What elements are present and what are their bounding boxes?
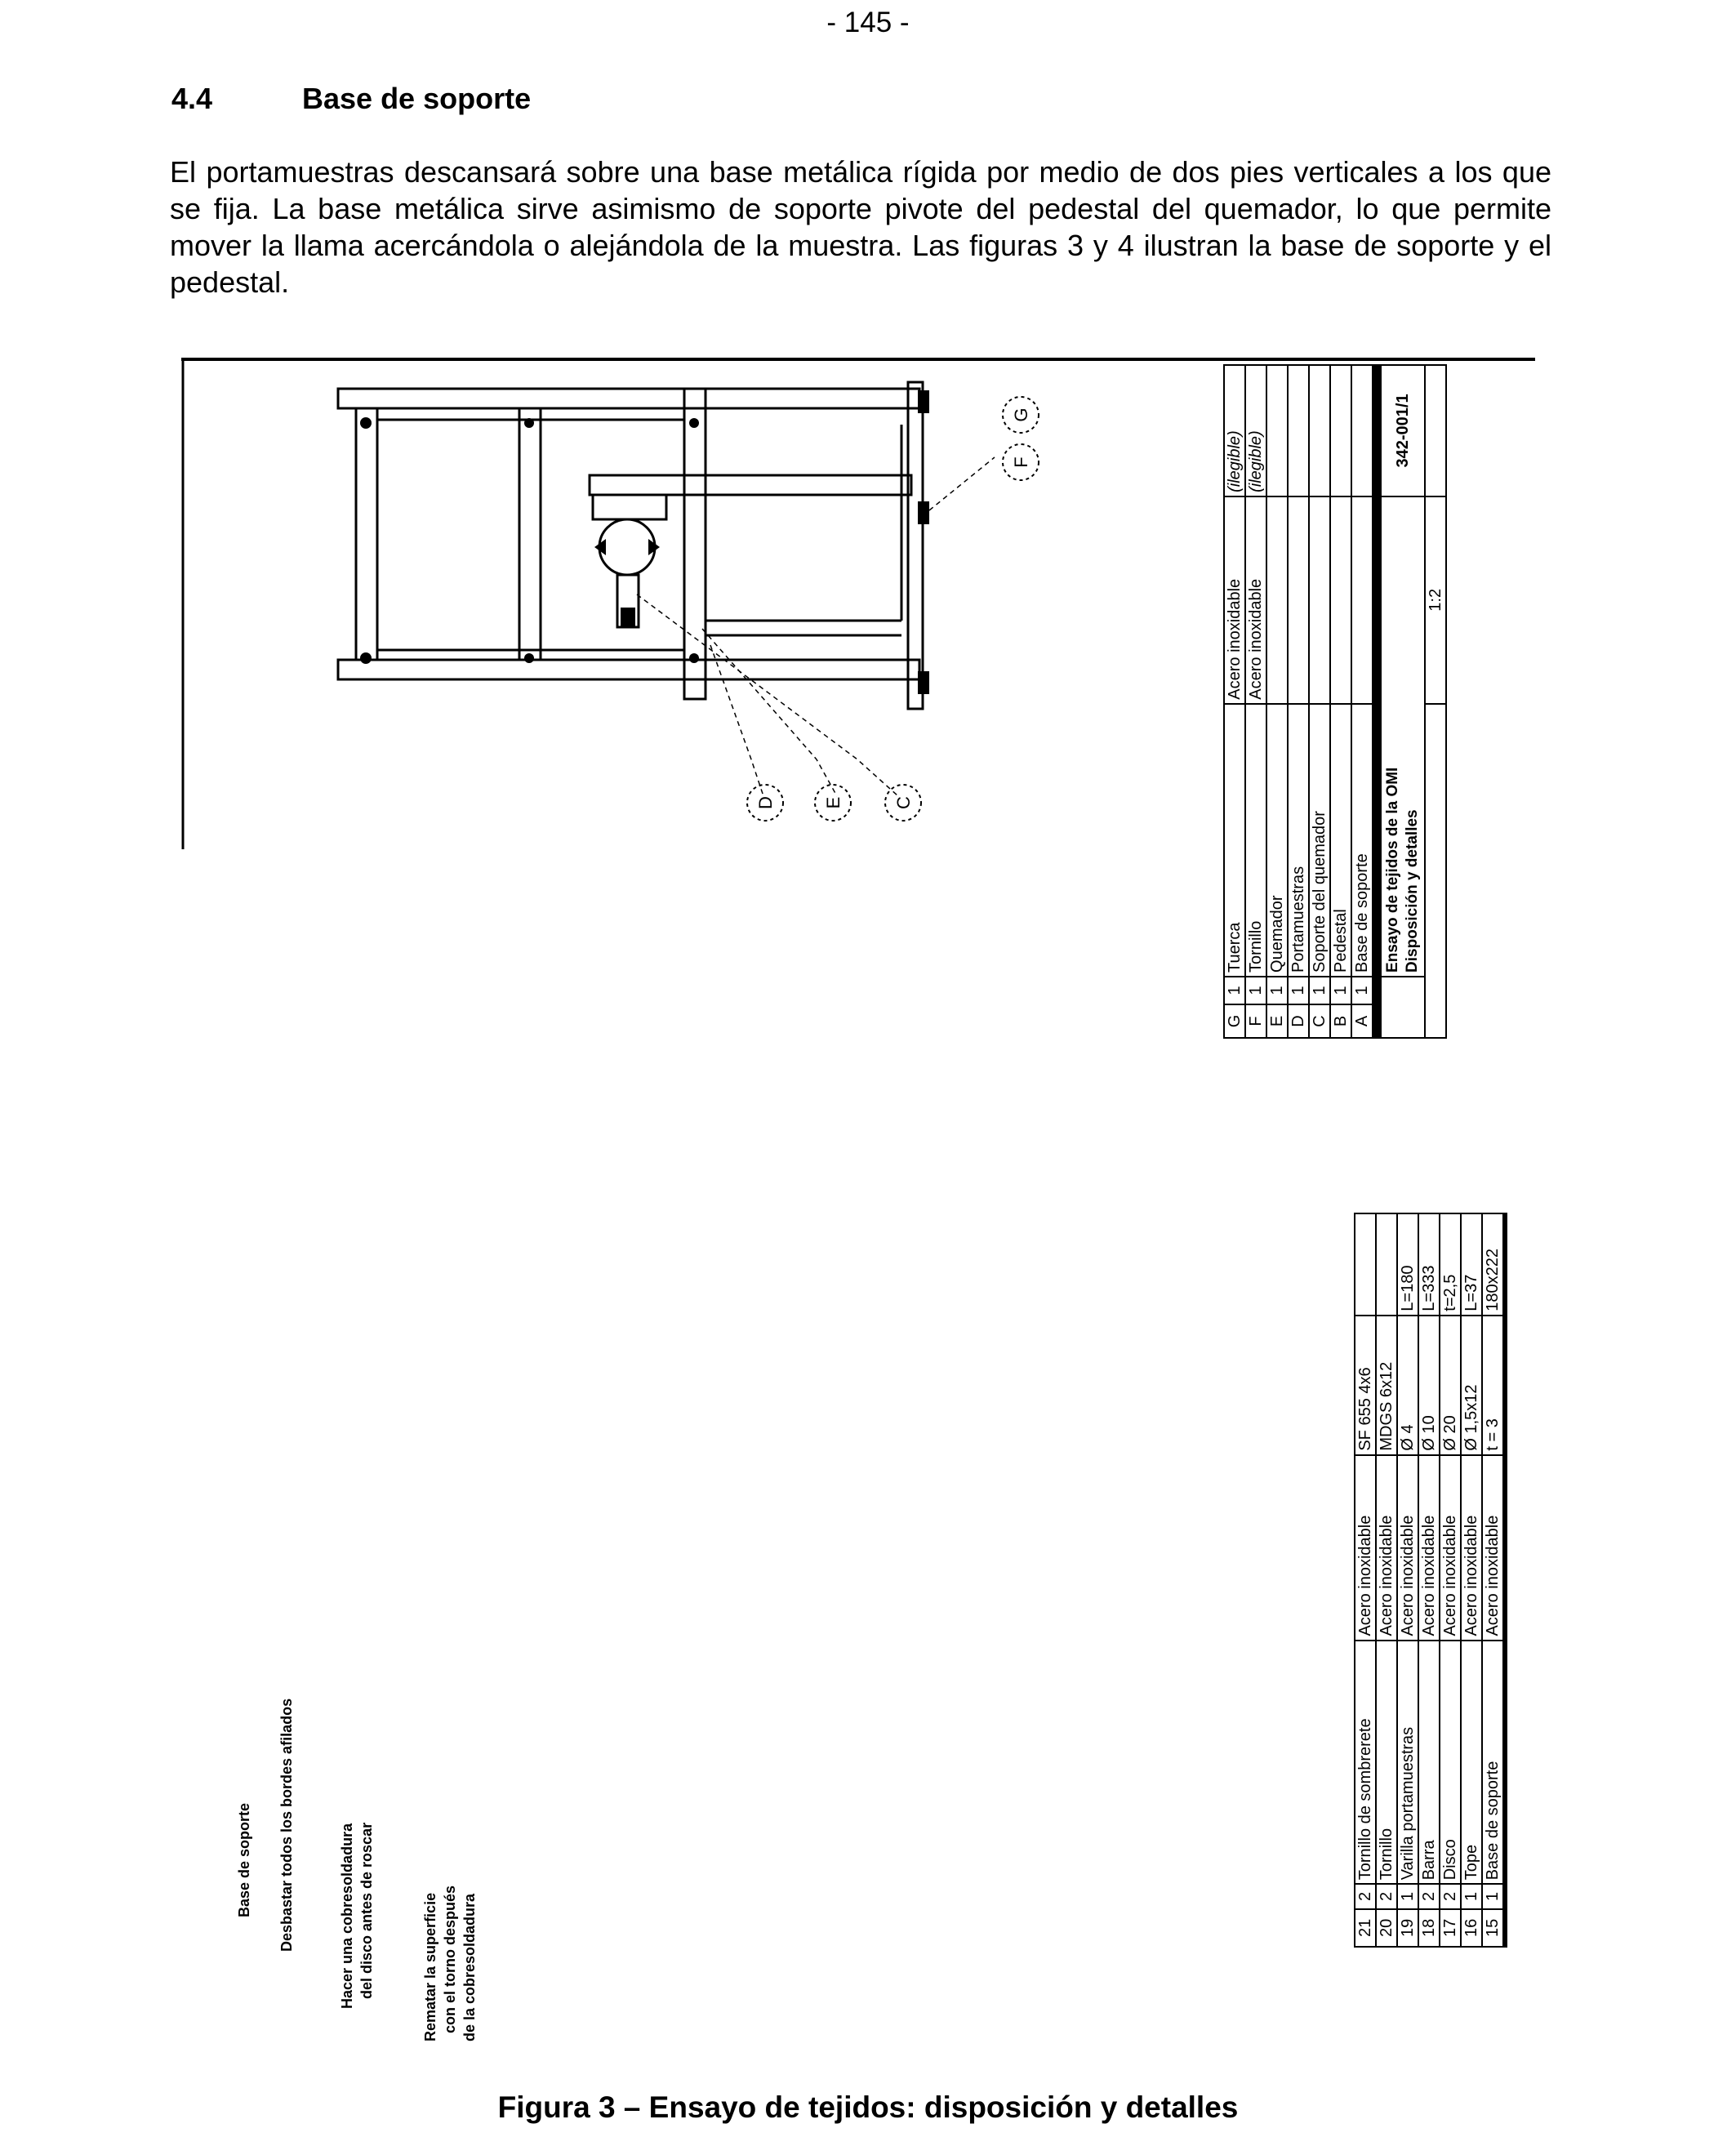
qty-cell: 2 xyxy=(1440,1884,1461,1908)
section-title: Base de soporte xyxy=(302,82,532,115)
scale-row xyxy=(1425,365,1446,1038)
material-cell: Acero inoxidable xyxy=(1461,1455,1482,1641)
table-row xyxy=(1266,365,1288,1038)
dim-cell: 180x222 xyxy=(1482,1213,1503,1316)
material-cell: Acero inoxidable xyxy=(1418,1455,1440,1641)
qty-cell: 1 xyxy=(1266,977,1288,1004)
spec-cell: t = 3 xyxy=(1482,1316,1503,1455)
table-row xyxy=(1330,365,1351,1038)
dim-cell xyxy=(1376,1213,1397,1316)
body-paragraph: El portamuestras descansará sobre una base metálica rígida por medio de dos pies verticales a los que se fija. La base metálica sirve asimismo de soporte pivote del pedestal del quemador, lo que permite mover la llama acercándola o alejándola de la muestra. Las figuras 3 y 4 ilustran la base de soporte y el pedestal. xyxy=(170,155,1551,299)
note-rematar-3: de la cobresoldadura xyxy=(461,1893,478,2041)
spec-cell: Ø 20 xyxy=(1440,1316,1461,1455)
spec-cell: SF 655 4x6 xyxy=(1355,1316,1376,1455)
table-row xyxy=(1288,365,1309,1038)
dim-cell xyxy=(1355,1213,1376,1316)
qty-cell: 1 xyxy=(1351,977,1373,1004)
material-cell xyxy=(1351,496,1373,704)
name-cell: Disco xyxy=(1440,1641,1461,1885)
note-cobresoldadura-2: del disco antes de roscar xyxy=(358,1822,375,1999)
material-cell xyxy=(1288,496,1309,704)
material-cell: Acero inoxidable xyxy=(1397,1455,1418,1641)
table-row xyxy=(1418,1213,1440,1947)
callout-g: G xyxy=(1011,407,1031,422)
table-row xyxy=(1376,1213,1397,1947)
ref-cell: G xyxy=(1224,1004,1245,1038)
qty-cell: 1 xyxy=(1309,977,1330,1004)
assembly-drawing xyxy=(0,0,1736,1062)
callout-d: D xyxy=(755,796,776,809)
spec-cell xyxy=(1351,365,1373,496)
material-cell: Acero inoxidable xyxy=(1376,1455,1397,1641)
title-line-2: Disposición y detalles xyxy=(1404,809,1421,973)
callout-f: F xyxy=(1011,456,1031,468)
table-row xyxy=(1309,365,1330,1038)
dim-cell: L=333 xyxy=(1418,1213,1440,1316)
note-rematar-2: con el torno después xyxy=(442,1885,458,2033)
spec-cell: Ø 1,5x12 xyxy=(1461,1316,1482,1455)
material-cell: Acero inoxidable xyxy=(1482,1455,1503,1641)
qty-cell: 2 xyxy=(1376,1884,1397,1908)
name-cell: Soporte del quemador xyxy=(1309,704,1330,977)
parts-list-table xyxy=(1223,364,1447,1039)
table-row xyxy=(1461,1213,1482,1947)
table-row xyxy=(1355,1213,1376,1947)
material-cell: Acero inoxidable xyxy=(1440,1455,1461,1641)
spec-cell xyxy=(1330,365,1351,496)
spec-cell xyxy=(1288,365,1309,496)
table-row xyxy=(1245,365,1266,1038)
drawing-number: 342-001/1 xyxy=(1381,365,1425,496)
name-cell: Varilla portamuestras xyxy=(1397,1641,1418,1885)
name-cell: Tuerca xyxy=(1224,704,1245,977)
qty-cell: 1 xyxy=(1461,1884,1482,1908)
name-cell: Barra xyxy=(1418,1641,1440,1885)
ref-cell: A xyxy=(1351,1004,1373,1038)
ref-cell: 18 xyxy=(1418,1909,1440,1947)
qty-cell: 1 xyxy=(1482,1884,1503,1908)
table-row xyxy=(1440,1213,1461,1947)
ref-cell: 19 xyxy=(1397,1909,1418,1947)
name-cell: Base de soporte xyxy=(1351,704,1373,977)
spec-cell: (ilegible) xyxy=(1245,365,1266,496)
ref-cell: 20 xyxy=(1376,1909,1397,1947)
qty-cell: 1 xyxy=(1224,977,1245,1004)
name-cell: Tornillo xyxy=(1245,704,1266,977)
spec-cell xyxy=(1309,365,1330,496)
material-cell xyxy=(1330,496,1351,704)
ref-cell: F xyxy=(1245,1004,1266,1038)
material-cell: Acero inoxidable xyxy=(1245,496,1266,704)
qty-cell: 1 xyxy=(1245,977,1266,1004)
table-row xyxy=(1224,365,1245,1038)
ref-cell: E xyxy=(1266,1004,1288,1038)
ref-cell: C xyxy=(1309,1004,1330,1038)
qty-cell: 1 xyxy=(1330,977,1351,1004)
ref-cell: B xyxy=(1330,1004,1351,1038)
spec-cell: Ø 10 xyxy=(1418,1316,1440,1455)
ref-cell: 16 xyxy=(1461,1909,1482,1947)
scale-cell: 1:2 xyxy=(1425,496,1446,704)
table-row xyxy=(1505,1213,1507,1947)
qty-cell: 1 xyxy=(1397,1884,1418,1908)
table-row xyxy=(1482,1213,1503,1947)
ref-cell: 21 xyxy=(1355,1909,1376,1947)
name-cell: Quemador xyxy=(1266,704,1288,977)
note-base-de-soporte: Base de soporte xyxy=(236,1802,252,1917)
title-block-row xyxy=(1381,365,1425,1038)
name-cell: Tope xyxy=(1461,1641,1482,1885)
dim-cell: t=2,5 xyxy=(1440,1213,1461,1316)
spec-cell: (ilegible) xyxy=(1224,365,1245,496)
section-number: 4.4 xyxy=(171,82,213,115)
details-table xyxy=(1354,1213,1507,1948)
material-cell: Acero inoxidable xyxy=(1224,496,1245,704)
material-cell xyxy=(1309,496,1330,704)
dim-cell: L=180 xyxy=(1397,1213,1418,1316)
qty-cell: 2 xyxy=(1355,1884,1376,1908)
spec-cell xyxy=(1266,365,1288,496)
table-row xyxy=(1351,365,1373,1038)
title-line-1: Ensayo de tejidos de la OMI xyxy=(1384,767,1401,973)
name-cell: Pedestal xyxy=(1330,704,1351,977)
qty-cell: 2 xyxy=(1418,1884,1440,1908)
name-cell: Portamuestras xyxy=(1288,704,1309,977)
spec-cell: MDGS 6x12 xyxy=(1376,1316,1397,1455)
ref-cell: D xyxy=(1288,1004,1309,1038)
spec-cell: Ø 4 xyxy=(1397,1316,1418,1455)
ref-cell: 15 xyxy=(1482,1909,1503,1947)
ref-cell: 17 xyxy=(1440,1909,1461,1947)
material-cell xyxy=(1266,496,1288,704)
material-cell: Acero inoxidable xyxy=(1355,1455,1376,1641)
note-desbastar: Desbastar todos los bordes afilados xyxy=(278,1698,295,1952)
figure-caption: Figura 3 – Ensayo de tejidos: disposición y detalles xyxy=(497,2090,1239,2124)
name-cell: Base de soporte xyxy=(1482,1641,1503,1885)
callout-c: C xyxy=(893,796,914,809)
name-cell: Tornillo de sombrerete xyxy=(1355,1641,1376,1885)
table-row xyxy=(1397,1213,1418,1947)
callout-e: E xyxy=(823,796,844,809)
dim-cell: L=37 xyxy=(1461,1213,1482,1316)
note-rematar-1: Rematar la superficie xyxy=(422,1892,438,2041)
qty-cell: 1 xyxy=(1288,977,1309,1004)
note-cobresoldadura-1: Hacer una cobresoldadura xyxy=(339,1823,355,2009)
page-number: - 145 - xyxy=(826,7,910,38)
name-cell: Tornillo xyxy=(1376,1641,1397,1885)
